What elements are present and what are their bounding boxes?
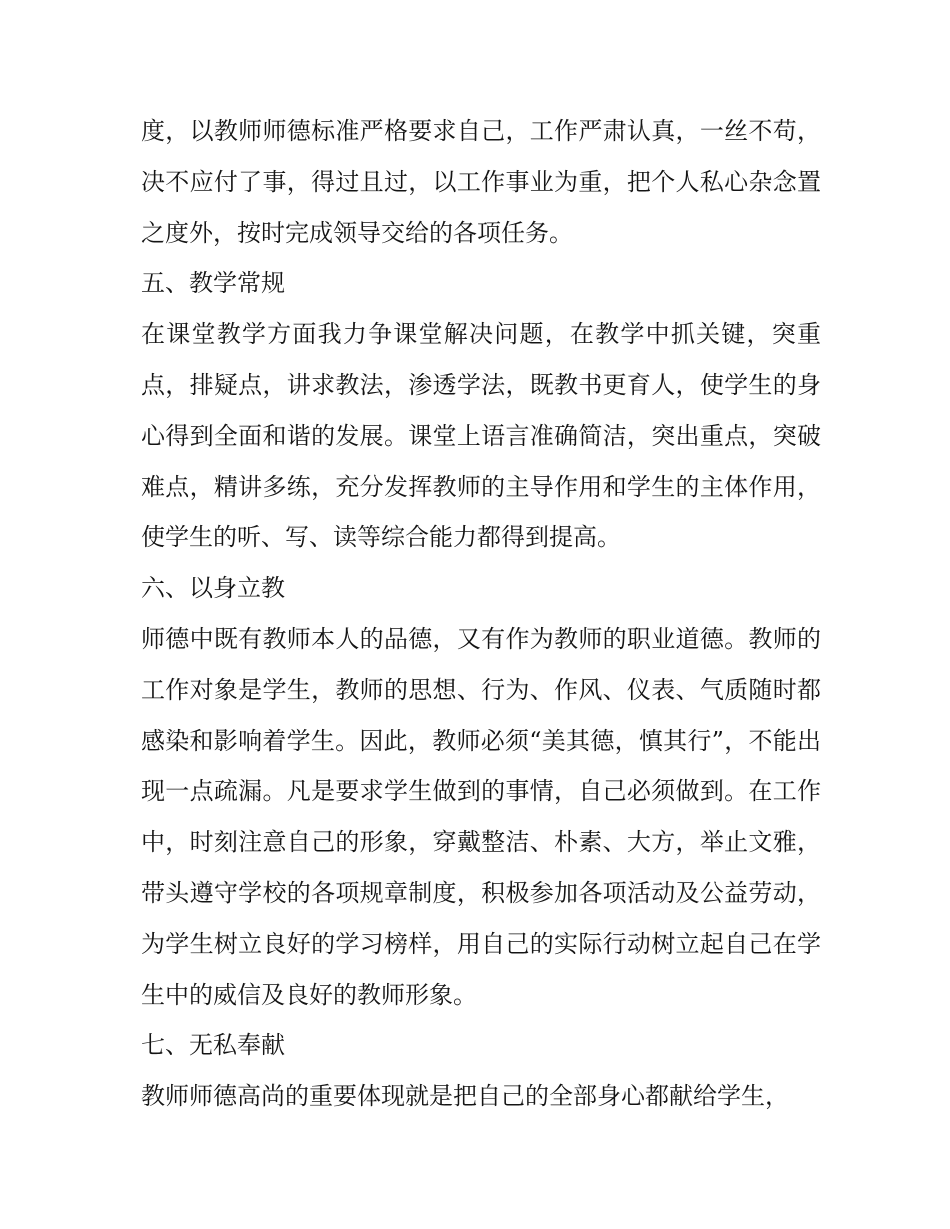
paragraph-lead-by-example: 师德中既有教师本人的品德，又有作为教师的职业道德。教师的工作对象是学生，教师的思想、行为、作风、仪表、气质随时都感染和影响着学生。因此，教师必须“美其德，慎其行”，不能出现一点疏漏。凡是要求学生做到的事情，自己必须做到。在工作中，时刻注意自己的形象，穿戴整洁、朴素、大方，举止文雅，带头遵守学校的各项规章制度，积极参加各项活动及公益劳动，为学生树立良好的学习榜样，用自己的实际行动树立起自己在学生中的威信及良好的教师形象。: [141, 624, 821, 1009]
section-heading-lead-by-example: 六、以身立教: [141, 574, 285, 603]
section-heading-selfless-dedication: 七、无私奉献: [141, 1031, 285, 1060]
paragraph-work-attitude: 度，以教师师德标准严格要求自己，工作严肃认真，一丝不苟，决不应付了事，得过且过，以工作事业为重，把个人私心杂念置之度外，按时完成领导交给的各项任务。: [141, 117, 821, 247]
paragraph-selfless-dedication: 教师师德高尚的重要体现就是把自己的全部身心都献给学生，: [141, 1082, 789, 1111]
document-body: [141, 106, 821, 1122]
paragraph-teaching-routine: 在课堂教学方面我力争课堂解决问题，在教学中抓关键，突重点，排疑点，讲求教法，渗透学法，既教书更育人，使学生的身心得到全面和谐的发展。课堂上语言准确简洁，突出重点，突破难点，精讲多练，充分发挥教师的主导作用和学生的主体作用，使学生的听、写、读等综合能力都得到提高。: [141, 320, 821, 552]
section-heading-teaching-routine: 五、教学常规: [141, 269, 285, 298]
